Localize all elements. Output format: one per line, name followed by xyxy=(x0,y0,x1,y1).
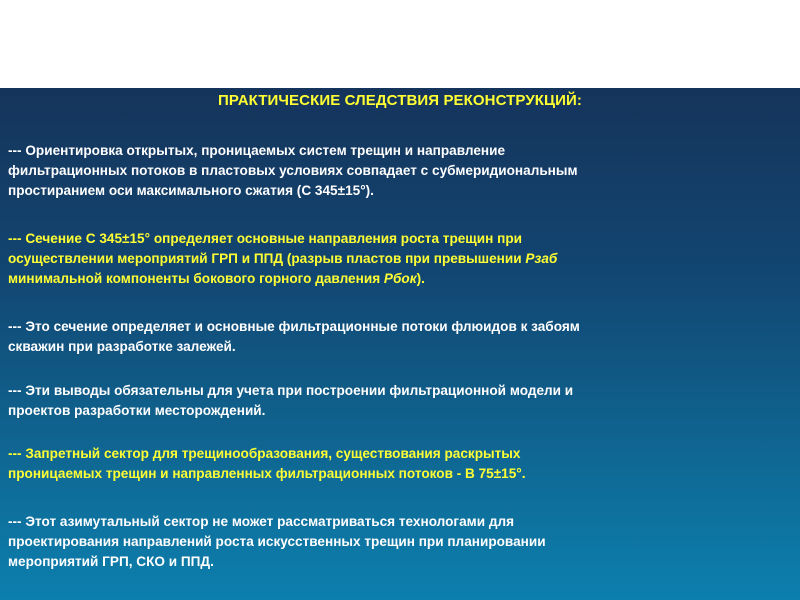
paragraph-conclusions: --- Эти выводы обязательны для учета при построении фильтрационной модели и проектов разработки месторождений. xyxy=(8,383,574,418)
paragraph-section-growth-part3: ). xyxy=(416,271,425,286)
term-rbok: Рбок xyxy=(383,271,417,286)
paragraph-filtration-flows: --- Это сечение определяет и основные фильтрационные потоки флюидов к забоям скважин при разработке залежей. xyxy=(8,319,580,354)
paragraph-section-growth xyxy=(8,229,788,289)
paragraph-section-growth-part2: минимальной компоненты бокового горного давления xyxy=(8,271,381,286)
slide-title: ПРАКТИЧЕСКИЕ СЛЕДСТВИЯ РЕКОНСТРУКЦИЙ: xyxy=(218,92,582,109)
paragraph-orientation: --- Ориентировка открытых, проницаемых систем трещин и направление фильтрационных потоков в пластовых условиях совпадает с субмеридиональным простиранием оси максимального сжатия (С 345±15°). xyxy=(8,143,578,198)
paragraph-forbidden-sector: --- Запретный сектор для трещинообразования, существования раскрытых проницаемых трещин и направленных фильтрационных потоков - В 75±15°. xyxy=(8,446,526,481)
paragraph-section-growth-part1: --- Сечение С 345±15° определяет основные направления роста трещин при осуществлении мероприятий ГРП и ППД (разрыв пластов при превышении xyxy=(8,231,522,266)
paragraph-azimuth-sector: --- Этот азимутальный сектор не может рассматриваться технологами для проектирования направлений роста искусственных трещин при планировании мероприятий ГРП, СКО и ППД. xyxy=(8,514,546,569)
term-rzab: Рзаб xyxy=(525,251,558,266)
